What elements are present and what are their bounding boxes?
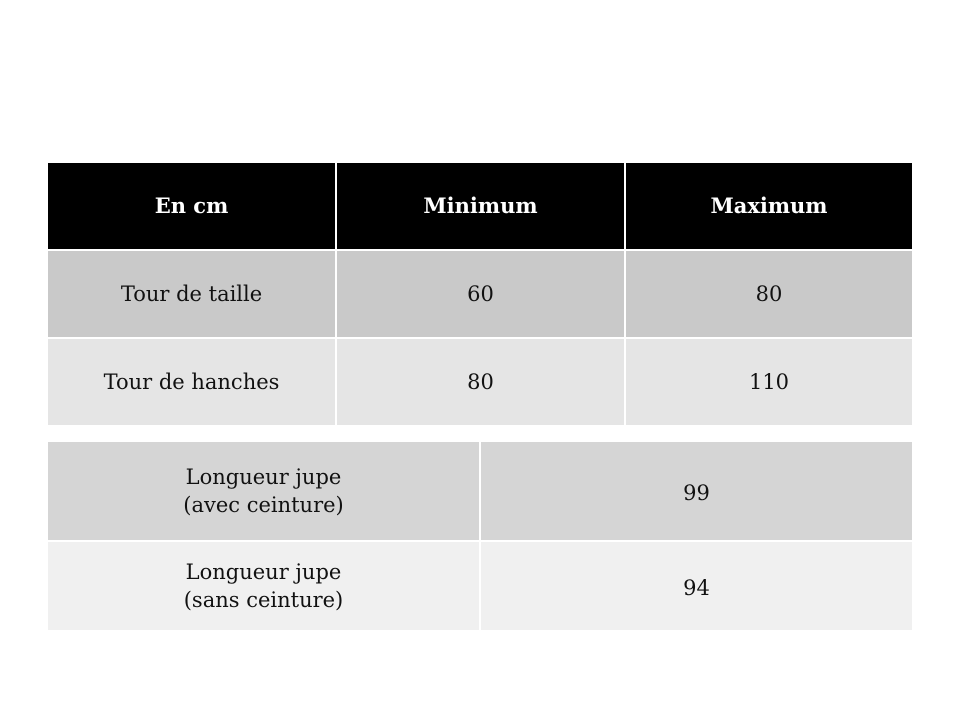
length-table — [48, 442, 912, 630]
row-label-longueur-sans-ceinture — [48, 542, 479, 630]
size-table — [48, 163, 912, 425]
cell-tour-de-hanches-max: 110 — [626, 339, 912, 425]
row-label-tour-de-taille: Tour de taille — [48, 251, 335, 337]
label-line-1: Longueur jupe — [185, 560, 342, 584]
label-line-2: (avec ceinture) — [183, 493, 344, 517]
row-label-longueur-avec-ceinture — [48, 442, 479, 540]
cell-tour-de-hanches-min: 80 — [337, 339, 624, 425]
cell-longueur-sans-ceinture: 94 — [481, 542, 912, 630]
header-cell-maximum: Maximum — [626, 163, 912, 249]
cell-tour-de-taille-min: 60 — [337, 251, 624, 337]
label-line-1: Longueur jupe — [185, 465, 342, 489]
label-line-2: (sans ceinture) — [183, 588, 344, 612]
row-label-tour-de-hanches: Tour de hanches — [48, 339, 335, 425]
cell-longueur-avec-ceinture: 99 — [481, 442, 912, 540]
cell-tour-de-taille-max: 80 — [626, 251, 912, 337]
header-cell-minimum: Minimum — [337, 163, 624, 249]
header-cell-unit: En cm — [48, 163, 335, 249]
